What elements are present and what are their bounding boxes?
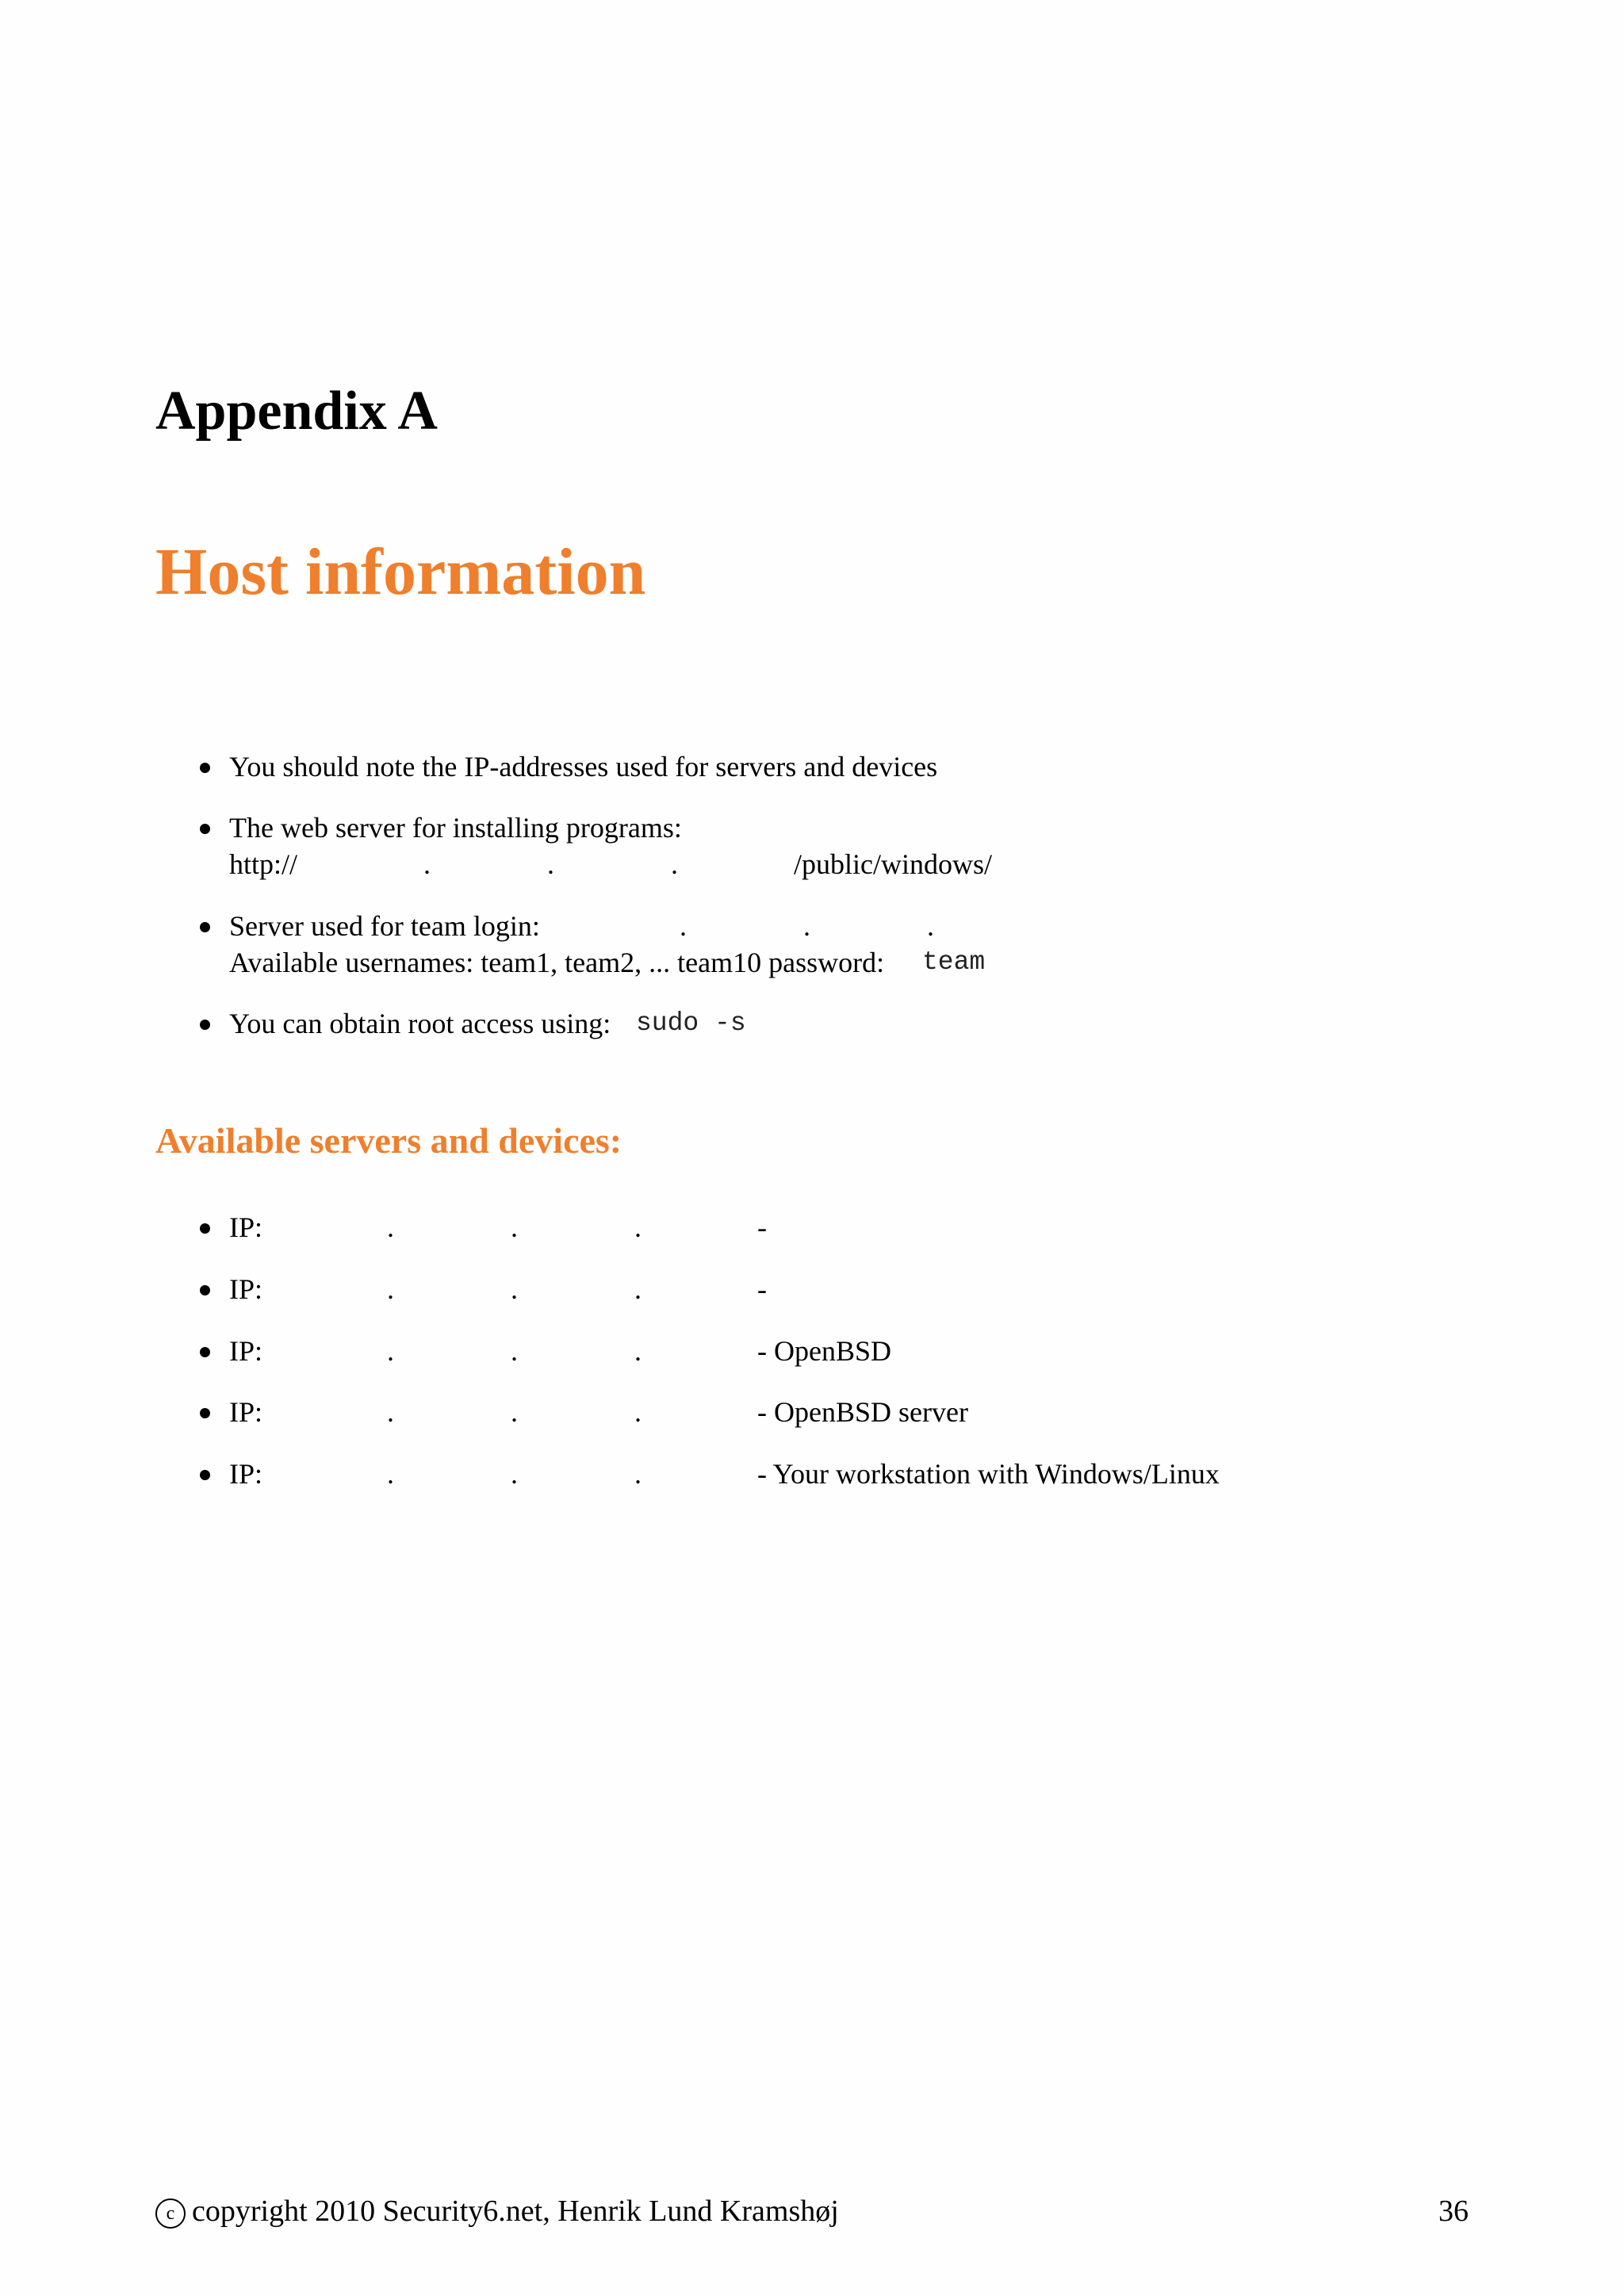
url-dot: . [547,848,554,880]
url-suffix: /public/windows/ [794,848,992,880]
copyright-icon: c [155,2198,186,2229]
url-dot: . [671,848,678,880]
footer-copyright [155,2193,839,2229]
ip-dot: . [387,1396,394,1428]
bullet-icon [200,922,210,932]
note-text: The web server for installing programs: [229,812,682,844]
ip-label: IP: [229,1335,263,1367]
ip-label: IP: [229,1211,263,1243]
ip-dot: . [634,1458,642,1490]
bullet-icon [200,763,210,773]
page-number: 36 [1438,2195,1469,2228]
host-description: - OpenBSD [757,1335,891,1367]
chapter-title: Host information [155,535,646,609]
section-title: Available servers and devices: [155,1120,622,1161]
note-text: Server used for team login: [229,910,540,942]
sudo-command: sudo -s [636,1008,746,1038]
bullet-icon [200,1285,210,1295]
url-prefix: http:// [229,848,298,880]
ip-dot: . [387,1458,394,1490]
ip-dot: . [680,910,687,942]
ip-dot: . [511,1458,518,1490]
ip-dot: . [511,1211,518,1243]
bullet-icon [200,1020,210,1030]
host-description: - [757,1211,767,1243]
ip-dot: . [927,910,934,942]
ip-dot: . [634,1335,642,1367]
ip-dot: . [387,1273,394,1305]
ip-dot: . [511,1335,518,1367]
bullet-icon [200,1223,210,1234]
usernames-text: Available usernames: team1, team2, ... team10 password: [229,947,885,978]
ip-dot: . [634,1273,642,1305]
ip-dot: . [511,1273,518,1305]
note-text: You should note the IP-addresses used for servers and devices [229,751,938,783]
url-dot: . [423,848,431,880]
ip-dot: . [803,910,810,942]
bullet-icon [200,1347,210,1357]
host-description: - [757,1273,767,1305]
ip-label: IP: [229,1273,263,1305]
ip-label: IP: [229,1396,263,1428]
note-text: You can obtain root access using: [229,1008,611,1039]
copyright-text: copyright 2010 Security6.net, Henrik Lund Kramshøj [192,2195,839,2228]
ip-label: IP: [229,1458,263,1490]
bullet-icon [200,1408,210,1418]
ip-dot: . [634,1396,642,1428]
bullet-icon [200,1470,210,1480]
host-description: - Your workstation with Windows/Linux [757,1458,1220,1490]
ip-dot: . [387,1211,394,1243]
host-description: - OpenBSD server [757,1396,968,1428]
bullet-icon [200,824,210,834]
password-code: team [922,947,986,977]
chapter-label: Appendix A [155,381,438,442]
ip-dot: . [634,1211,642,1243]
ip-dot: . [511,1396,518,1428]
ip-dot: . [387,1335,394,1367]
